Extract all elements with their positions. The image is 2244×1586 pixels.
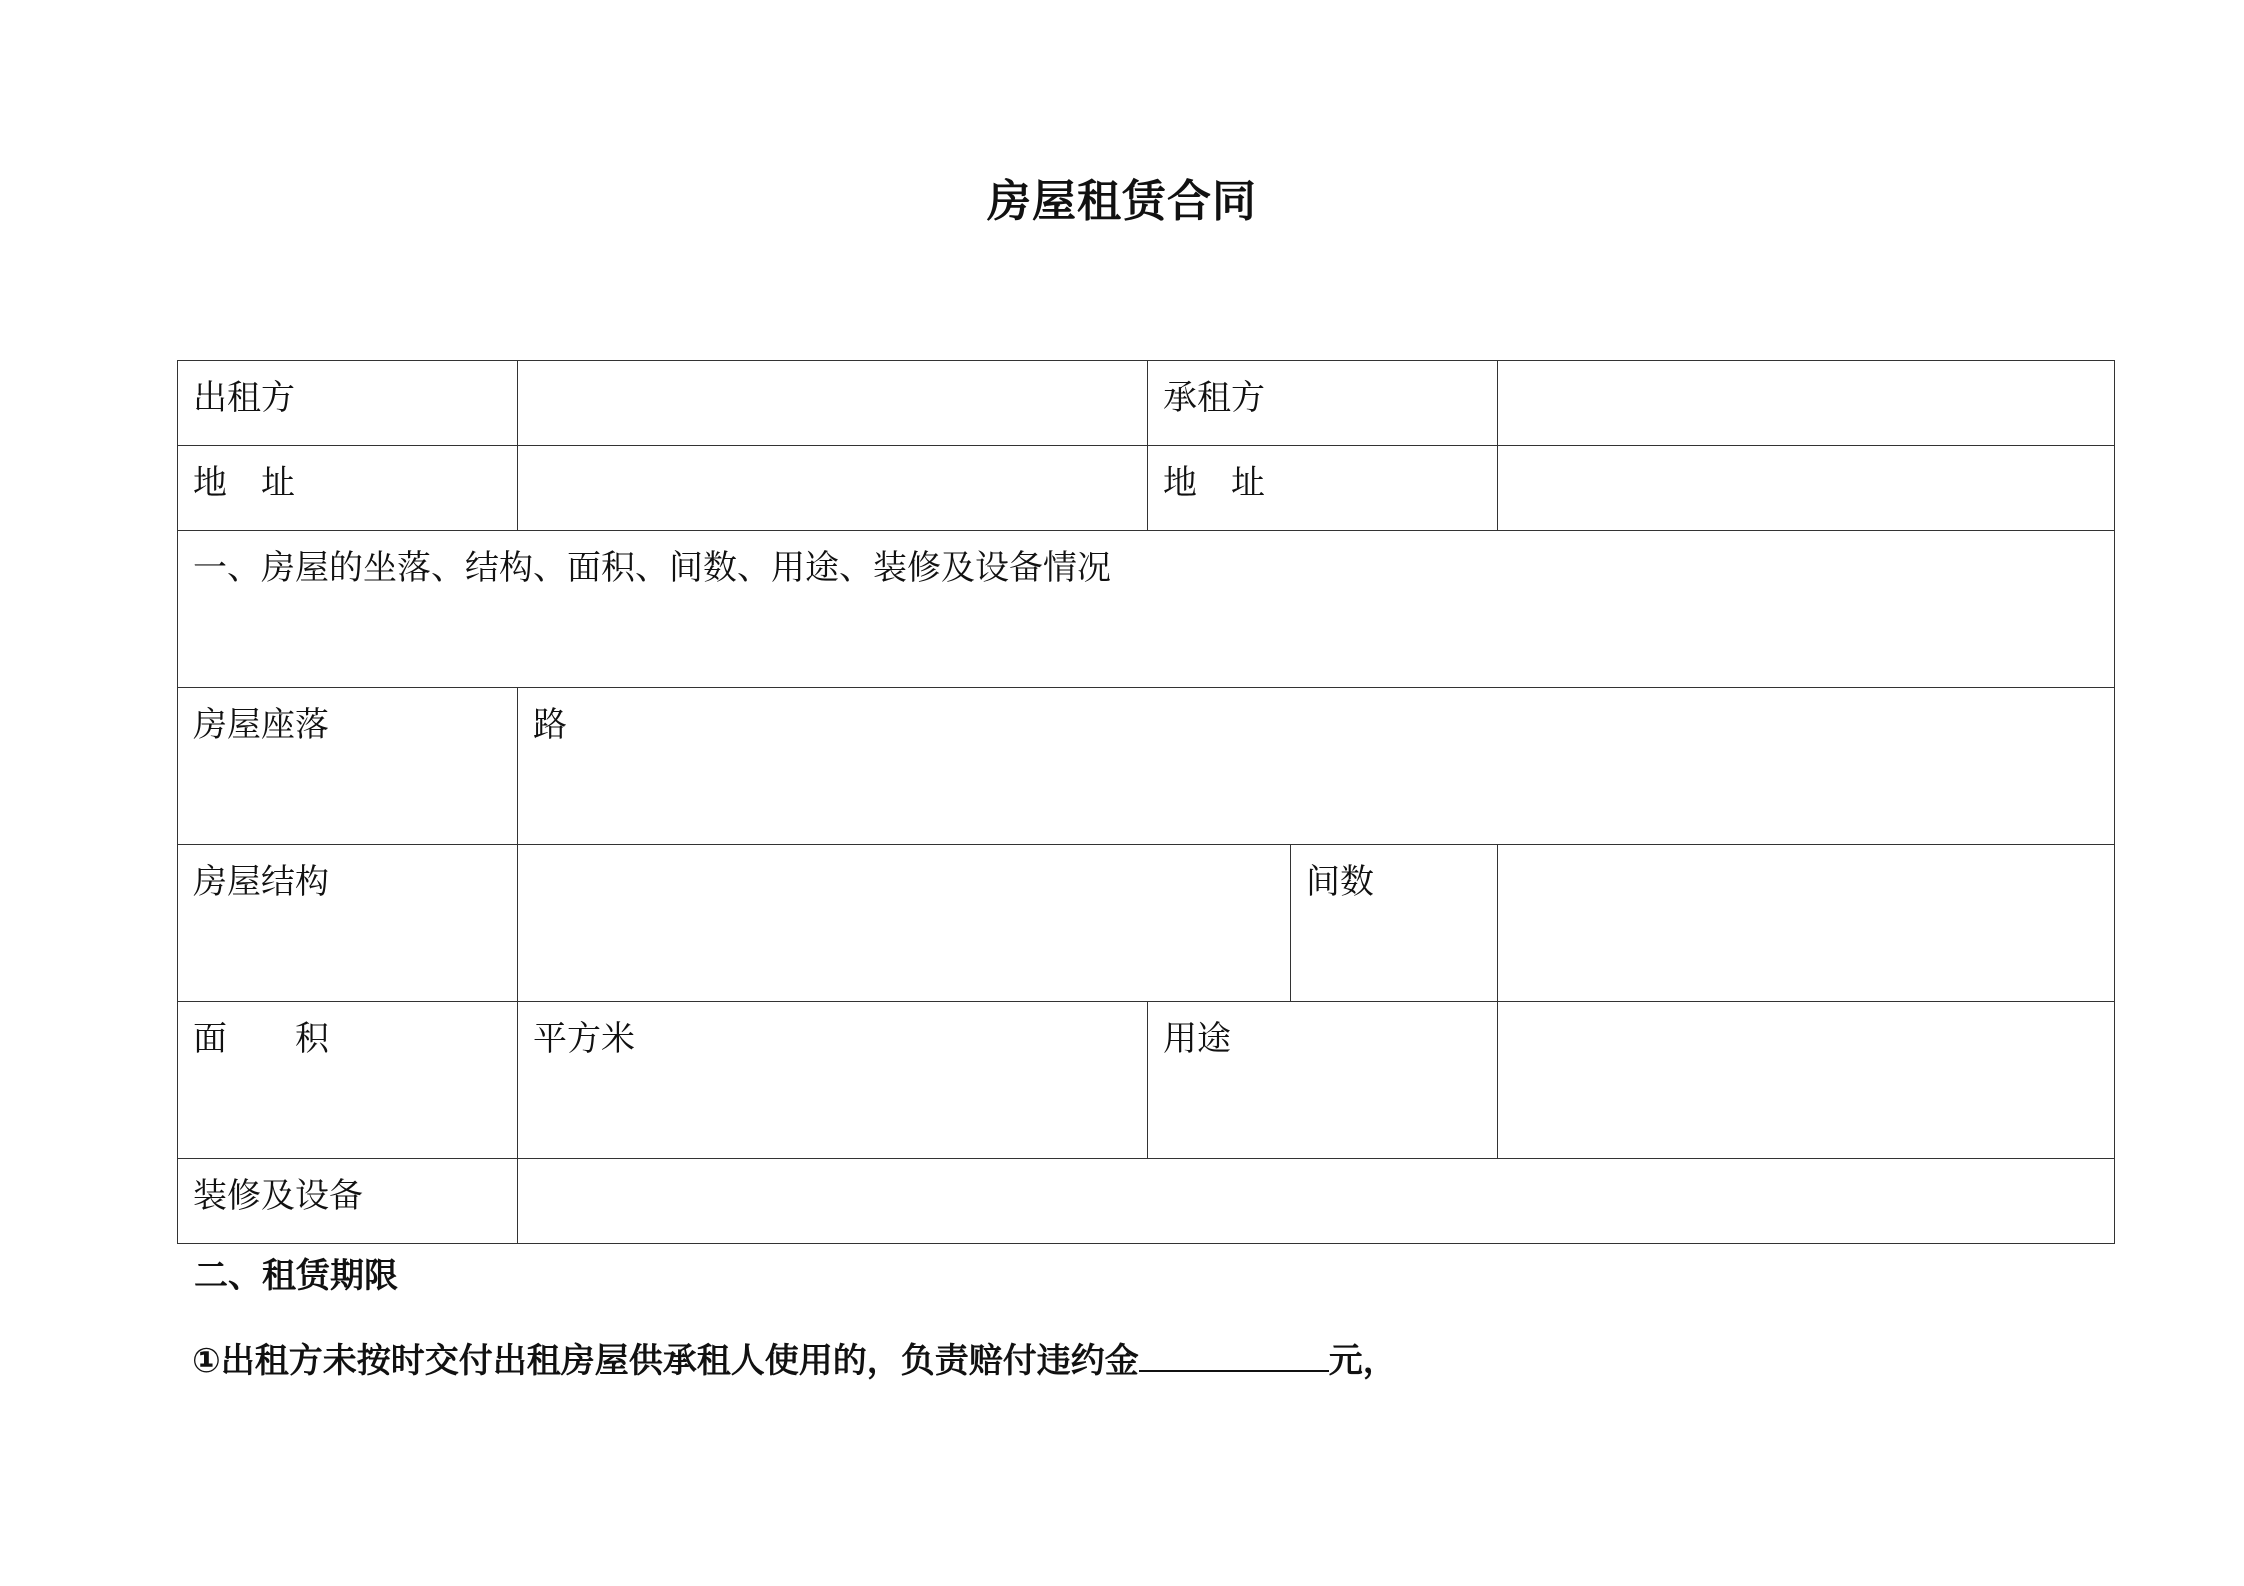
section-two-heading: 二、租赁期限 — [194, 1256, 398, 1296]
table-row-section-one — [178, 531, 2115, 688]
lessee-address-field[interactable] — [1498, 446, 2115, 531]
use-label: 用途 — [1148, 1002, 1498, 1159]
penalty-amount-blank[interactable] — [1139, 1340, 1329, 1372]
table-row-structure — [178, 845, 2115, 1002]
rooms-field[interactable] — [1498, 845, 2115, 1002]
lessor-address-field[interactable] — [518, 446, 1148, 531]
table-row-parties — [178, 361, 2115, 446]
table-row-decoration — [178, 1159, 2115, 1244]
area-field[interactable]: 平方米 — [518, 1002, 1148, 1159]
lessor-field[interactable] — [518, 361, 1148, 446]
contract-table — [177, 360, 2115, 1244]
decoration-label: 装修及设备 — [178, 1159, 518, 1244]
lessee-label: 承租方 — [1148, 361, 1498, 446]
lessee-field[interactable] — [1498, 361, 2115, 446]
lessor-address-label: 地 址 — [178, 446, 518, 531]
rooms-label: 间数 — [1291, 845, 1498, 1002]
page-title: 房屋租赁合同 — [987, 176, 1257, 227]
location-label: 房屋座落 — [178, 688, 518, 845]
structure-label: 房屋结构 — [178, 845, 518, 1002]
location-field[interactable]: 路 — [518, 688, 2115, 845]
use-field[interactable] — [1498, 1002, 2115, 1159]
area-label: 面 积 — [178, 1002, 518, 1159]
table-row-area — [178, 1002, 2115, 1159]
table-row-addresses — [178, 446, 2115, 531]
table-row-location — [178, 688, 2115, 845]
clause-one-suffix: 元， — [1328, 1341, 1397, 1381]
structure-field[interactable] — [518, 845, 1291, 1002]
section-one-heading: 一、房屋的坐落、结构、面积、间数、用途、装修及设备情况 — [178, 531, 2115, 688]
lessor-label: 出租方 — [178, 361, 518, 446]
clause-one — [192, 1338, 1397, 1384]
decoration-field[interactable] — [518, 1159, 2115, 1244]
lessee-address-label: 地 址 — [1148, 446, 1498, 531]
clause-one-text: ①出租方未按时交付出租房屋供承租人使用的，负责赔付违约金 — [192, 1341, 1139, 1381]
